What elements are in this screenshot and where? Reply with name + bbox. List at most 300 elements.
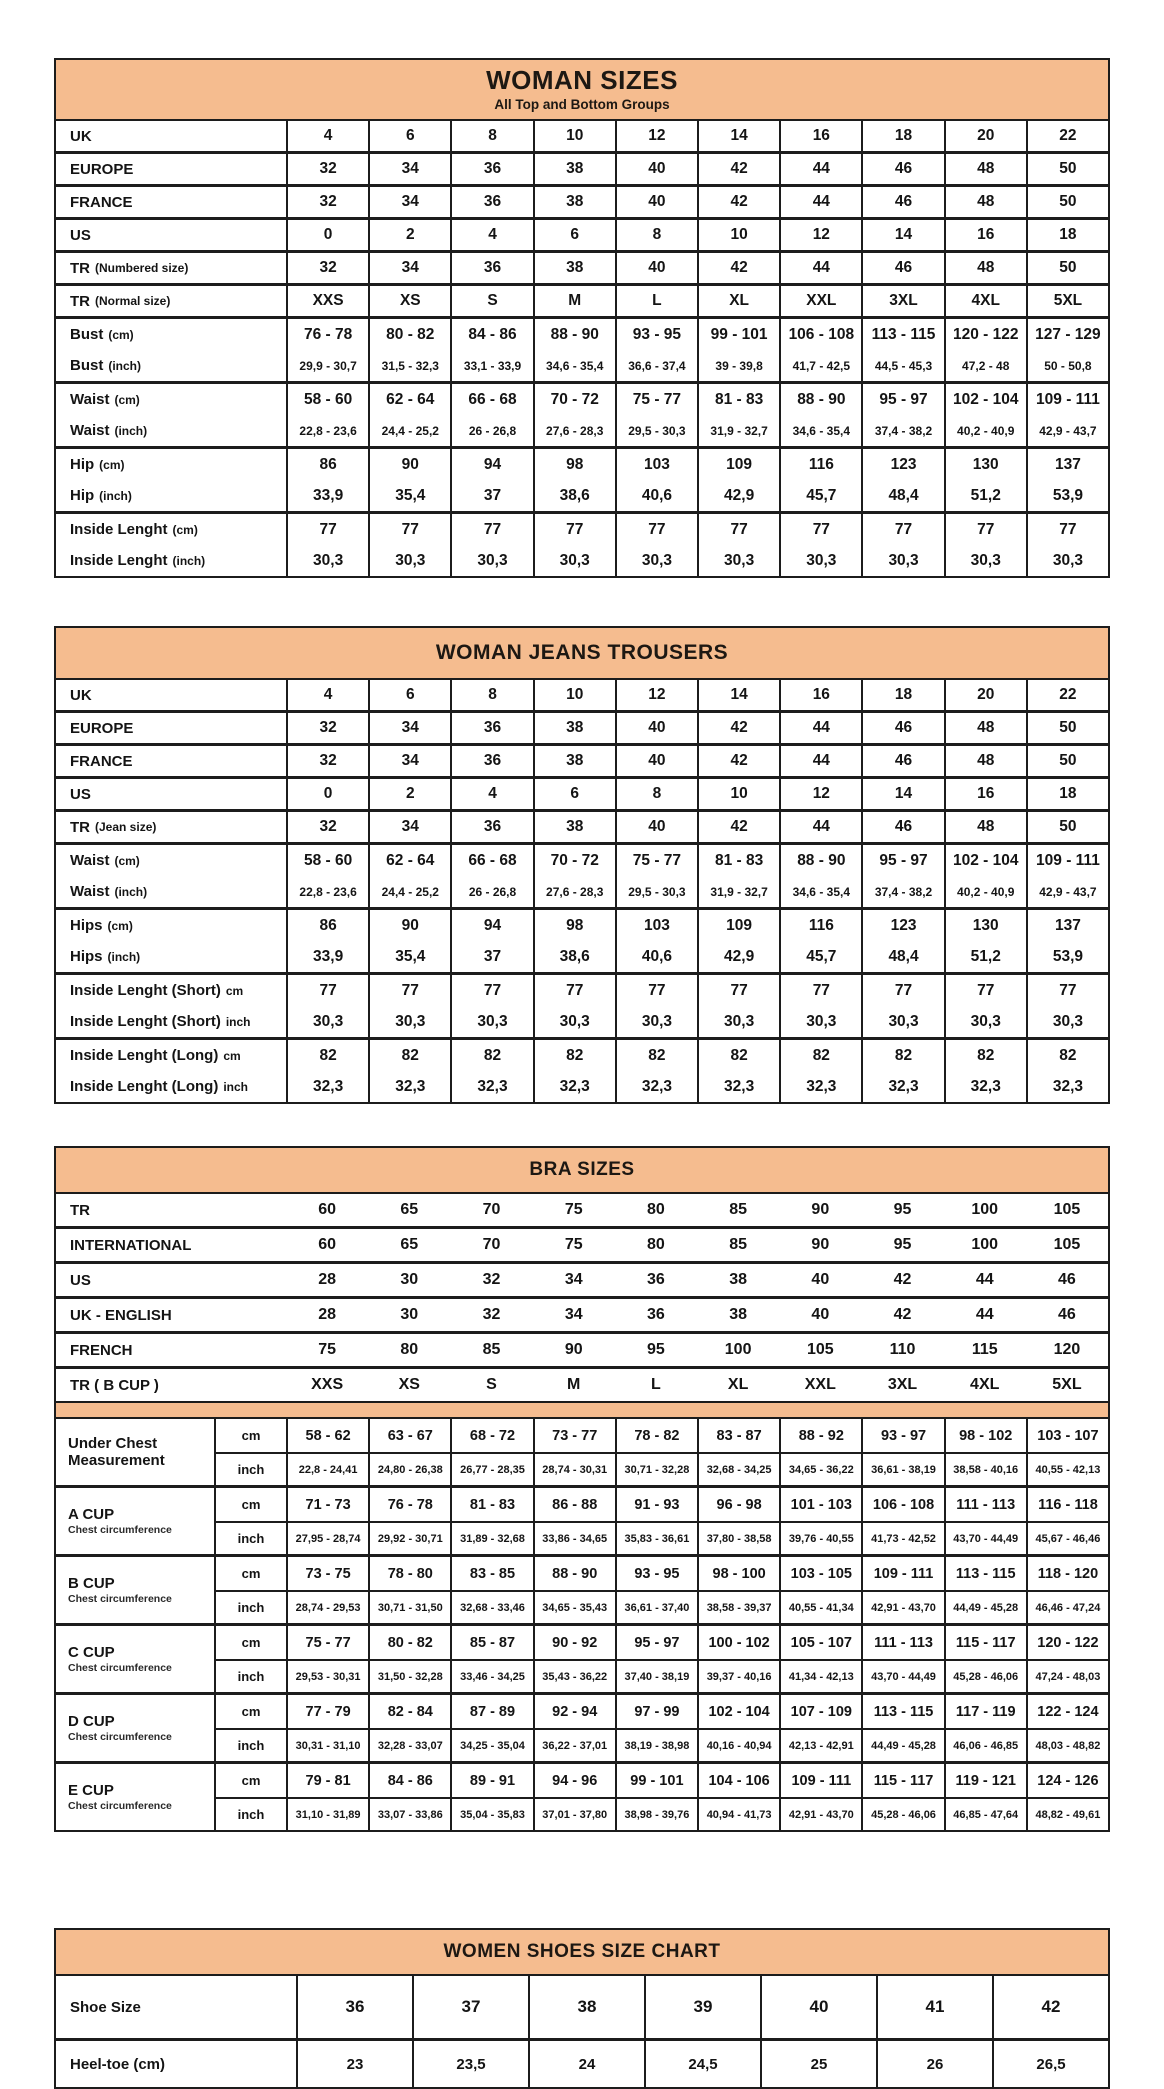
size-cell: 50	[1026, 154, 1108, 184]
size-cell: 10	[697, 220, 779, 250]
unit-cell: inch	[237, 1600, 265, 1615]
size-cell: 70 - 72	[533, 384, 615, 415]
size-cell: 92 - 94	[533, 1695, 615, 1728]
size-cell: 30,3	[450, 1006, 532, 1037]
size-cell: 36	[450, 154, 532, 184]
size-cell: 50	[1026, 713, 1108, 743]
size-cell: 32,3	[615, 1071, 697, 1102]
size-cell: 16	[944, 779, 1026, 809]
row-label-text: UK	[70, 686, 92, 704]
size-cell: 36	[450, 713, 532, 743]
size-cell: 23	[296, 2041, 412, 2087]
table-row	[216, 1419, 1108, 1452]
row-label	[56, 319, 286, 350]
size-cell: 32,3	[861, 1071, 943, 1102]
size-cell: 5XL	[1052, 1376, 1082, 1393]
size-cell: 40	[615, 746, 697, 776]
size-cell: 30,3	[1026, 1006, 1108, 1037]
size-cell: 38,58 - 39,37	[697, 1592, 779, 1623]
size-cell: 95	[893, 1201, 912, 1218]
table-row	[216, 1764, 1108, 1797]
row-label-unit: inch	[223, 1079, 248, 1094]
size-cell: 30,3	[450, 545, 532, 576]
size-cell: 30,3	[368, 1006, 450, 1037]
shoes-size-title: WOMEN SHOES SIZE CHART	[443, 1941, 721, 1962]
size-cell: 98	[533, 449, 615, 480]
size-cell: 48,4	[861, 941, 943, 972]
size-cell: 42	[893, 1306, 912, 1323]
size-cell: 38,98 - 39,76	[615, 1799, 697, 1830]
size-cell: 26 - 26,8	[450, 876, 532, 907]
size-cell: 58 - 62	[286, 1419, 368, 1452]
size-cell: 94	[450, 910, 532, 941]
row-label-text: EUROPE	[70, 719, 134, 737]
size-cell: 88 - 90	[779, 845, 861, 876]
size-cell: 34	[368, 812, 450, 842]
cup-group	[56, 1764, 1108, 1830]
size-cell: 45,28 - 46,06	[944, 1661, 1026, 1692]
size-cell: 42,9	[697, 480, 779, 511]
table-row	[216, 1557, 1108, 1590]
size-cell: 130	[944, 449, 1026, 480]
size-cell: 44	[779, 253, 861, 283]
size-cell: 4XL	[944, 286, 1026, 316]
size-cell: 4	[286, 680, 368, 710]
size-cell: 98 - 102	[944, 1419, 1026, 1452]
row-label	[56, 415, 286, 446]
row-label-text: Hip	[70, 456, 95, 473]
size-cell: 6	[368, 121, 450, 151]
size-cell: 5XL	[1026, 286, 1108, 316]
size-cell: 32,3	[944, 1071, 1026, 1102]
size-cell: 30,3	[286, 1006, 368, 1037]
table-row	[56, 812, 1108, 842]
size-cell: XXS	[286, 286, 368, 316]
row-label-unit: inch	[225, 1014, 251, 1029]
size-cell: 90 - 92	[533, 1626, 615, 1659]
row-label-text: FRENCH	[70, 1341, 133, 1359]
size-cell: 48	[944, 812, 1026, 842]
cup-name: D CUP	[68, 1712, 115, 1730]
size-cell: 44	[779, 187, 861, 217]
size-cell: 80 - 82	[368, 319, 450, 350]
row-label-text: Waist	[70, 883, 110, 900]
size-cell: 73 - 77	[533, 1419, 615, 1452]
size-cell: 78 - 80	[368, 1557, 450, 1590]
size-cell: 38,6	[533, 941, 615, 972]
size-cell: 32,3	[1026, 1071, 1108, 1102]
size-cell: 30,31 - 31,10	[286, 1730, 368, 1761]
size-cell: 34,6 - 35,4	[533, 350, 615, 381]
size-cell: 77	[615, 514, 697, 545]
size-cell: 82	[779, 1040, 861, 1071]
size-cell: 62 - 64	[368, 845, 450, 876]
size-cell: 42	[697, 812, 779, 842]
row-label-unit: (cm)	[172, 522, 198, 537]
size-cell: 2	[368, 779, 450, 809]
size-cell: 120 - 122	[944, 319, 1026, 350]
size-cell: 24,4 - 25,2	[368, 415, 450, 446]
size-cell: 77	[286, 514, 368, 545]
size-cell: 37,40 - 38,19	[615, 1661, 697, 1692]
size-cell: 109	[697, 910, 779, 941]
size-cell: 77	[286, 975, 368, 1006]
row-label-text: TR	[70, 259, 90, 277]
row-label	[56, 1194, 286, 1226]
row-label-unit: (Normal size)	[95, 294, 171, 308]
size-cell: 40,6	[615, 941, 697, 972]
size-cell: XXS	[311, 1376, 344, 1393]
shoes-size-table	[54, 1928, 1110, 2089]
size-cell: 10	[533, 121, 615, 151]
size-cell: 40,94 - 41,73	[697, 1799, 779, 1830]
size-cell: 77 - 79	[286, 1695, 368, 1728]
size-cell: 42,91 - 43,70	[861, 1592, 943, 1623]
size-cell: 95 - 97	[861, 845, 943, 876]
size-cell: 48	[944, 187, 1026, 217]
table-row	[56, 121, 1108, 151]
cup-sublabel: Chest circumference	[68, 1731, 172, 1744]
size-cell: 12	[615, 121, 697, 151]
size-cell: 32,3	[368, 1071, 450, 1102]
size-cell: 82	[944, 1040, 1026, 1071]
size-cell: 32,3	[779, 1071, 861, 1102]
size-cell: 33,9	[286, 941, 368, 972]
size-cell: 85	[482, 1341, 501, 1358]
size-cell: 60	[318, 1201, 336, 1218]
size-cell: 75	[318, 1341, 336, 1358]
size-cell: 77	[615, 975, 697, 1006]
row-label-text: INTERNATIONAL	[70, 1236, 192, 1254]
size-cell: 120 - 122	[1026, 1626, 1108, 1659]
table-row	[56, 2041, 1108, 2087]
size-cell: 24,5	[644, 2041, 760, 2087]
row-label	[56, 384, 286, 415]
size-cell: 18	[861, 680, 943, 710]
size-cell: 3XL	[887, 1376, 918, 1393]
size-cell: 51,2	[944, 480, 1026, 511]
row-label	[56, 1299, 286, 1331]
size-cell: 53,9	[1026, 941, 1108, 972]
size-cell: 75 - 77	[615, 845, 697, 876]
row-label-unit: (inch)	[108, 358, 142, 373]
size-cell: 24,4 - 25,2	[368, 876, 450, 907]
size-cell: 41	[876, 1976, 992, 2038]
size-cell: 28,74 - 29,53	[286, 1592, 368, 1623]
size-cell: 39 - 39,8	[697, 350, 779, 381]
size-cell: 32	[286, 187, 368, 217]
cup-name: B CUP	[68, 1574, 115, 1592]
size-cell: 4XL	[970, 1376, 1000, 1393]
size-cell: 117 - 119	[944, 1695, 1026, 1728]
size-cell: 31,9 - 32,7	[697, 876, 779, 907]
size-cell: 80	[647, 1201, 665, 1218]
row-label-text: TR	[70, 818, 90, 836]
cup-grid	[214, 1557, 1108, 1623]
size-cell: 37	[450, 480, 532, 511]
table-section	[56, 121, 1108, 154]
cup-grid	[214, 1488, 1108, 1554]
size-cell: 90	[368, 449, 450, 480]
size-cell: 39,37 - 40,16	[697, 1661, 779, 1692]
row-label-unit: (inch)	[99, 488, 132, 503]
size-cell: 77	[697, 514, 779, 545]
table-row	[56, 1229, 1108, 1261]
size-cell: 22,8 - 23,6	[286, 876, 368, 907]
size-cell: 86	[286, 910, 368, 941]
table-section	[56, 514, 1108, 576]
size-cell: 109 - 111	[1026, 845, 1108, 876]
size-cell: 30,3	[615, 1006, 697, 1037]
size-cell: 36	[647, 1271, 665, 1288]
table-row	[56, 384, 1108, 415]
size-cell: 47,2 - 48	[944, 350, 1026, 381]
size-cell: 81 - 83	[450, 1488, 532, 1521]
bra-sizes-title: BRA SIZES	[529, 1159, 635, 1180]
cup-group	[56, 1419, 1108, 1488]
size-cell: 50	[1026, 812, 1108, 842]
size-cell: 30,3	[944, 545, 1026, 576]
size-cell: 123	[861, 449, 943, 480]
table-row	[56, 1040, 1108, 1071]
size-cell: 40	[760, 1976, 876, 2038]
size-cell: 60	[318, 1236, 336, 1253]
size-cell: 110	[889, 1341, 916, 1358]
cup-grid	[214, 1695, 1108, 1761]
table-row	[56, 1369, 1108, 1401]
row-label-text: US	[70, 226, 91, 244]
size-cell: 38	[533, 812, 615, 842]
row-label	[56, 746, 286, 776]
size-cell: 30,3	[368, 545, 450, 576]
size-cell: 105	[1053, 1236, 1081, 1253]
size-cell: 37	[450, 941, 532, 972]
size-cell: 32,3	[450, 1071, 532, 1102]
cup-group	[56, 1695, 1108, 1764]
row-label-unit: (inch)	[114, 423, 148, 438]
row-label-text: Bust	[70, 326, 104, 343]
size-cell: 88 - 90	[533, 319, 615, 350]
size-cell: 14	[861, 220, 943, 250]
cup-label	[56, 1557, 214, 1623]
row-label-unit: cm	[223, 1048, 241, 1063]
table-row	[216, 1590, 1108, 1623]
size-cell: 35,43 - 36,22	[533, 1661, 615, 1692]
cup-name: Under Chest Measurement	[68, 1434, 165, 1469]
row-label	[56, 1369, 286, 1401]
size-cell: 30,3	[779, 1006, 861, 1037]
size-cell: 77	[368, 514, 450, 545]
size-cell: 101 - 103	[779, 1488, 861, 1521]
size-cell: 85	[729, 1236, 748, 1253]
table-row	[56, 514, 1108, 545]
size-cell: 29,92 - 30,71	[368, 1523, 450, 1554]
size-cell: 130	[944, 910, 1026, 941]
size-cell: 82	[450, 1040, 532, 1071]
size-cell: 42,9 - 43,7	[1026, 876, 1108, 907]
size-cell: 40	[811, 1271, 830, 1288]
table-row	[56, 876, 1108, 907]
size-cell: 36	[450, 187, 532, 217]
unit-cell: cm	[241, 1773, 261, 1788]
size-cell: 38,19 - 38,98	[615, 1730, 697, 1761]
size-cell: 42,9 - 43,7	[1026, 415, 1108, 446]
row-label-unit: (inch)	[172, 553, 206, 568]
size-cell: 88 - 92	[779, 1419, 861, 1452]
size-cell: 32,28 - 33,07	[368, 1730, 450, 1761]
size-cell: 31,9 - 32,7	[697, 415, 779, 446]
size-cell: 26	[876, 2041, 992, 2087]
size-cell: 50	[1026, 187, 1108, 217]
size-cell: 30,3	[779, 545, 861, 576]
table-section	[56, 845, 1108, 910]
size-cell: 28	[318, 1271, 336, 1288]
size-cell: XS	[398, 1376, 420, 1393]
size-cell: 35,4	[368, 941, 450, 972]
size-cell: 40,55 - 42,13	[1026, 1454, 1108, 1485]
row-label	[56, 1976, 296, 2038]
size-cell: 103	[615, 910, 697, 941]
size-cell: 38	[533, 154, 615, 184]
row-label	[56, 2041, 296, 2087]
size-cell: 88 - 90	[779, 384, 861, 415]
size-cell: 34	[368, 187, 450, 217]
size-cell: 86	[286, 449, 368, 480]
size-cell: 14	[697, 121, 779, 151]
size-cell: 31,50 - 32,28	[368, 1661, 450, 1692]
size-cell: 94 - 96	[533, 1764, 615, 1797]
size-cell: 109	[697, 449, 779, 480]
size-cell: 10	[533, 680, 615, 710]
jeans-trousers-body	[56, 680, 1108, 1102]
size-cell: 37,01 - 37,80	[533, 1799, 615, 1830]
size-cell: 80 - 82	[368, 1626, 450, 1659]
row-label	[56, 1229, 286, 1261]
size-cell: 40	[811, 1306, 830, 1323]
row-label	[56, 449, 286, 480]
unit-cell: cm	[241, 1704, 261, 1719]
size-cell: 87 - 89	[450, 1695, 532, 1728]
size-cell: 30,3	[615, 545, 697, 576]
table-section	[56, 1264, 1108, 1299]
size-cell: 51,2	[944, 941, 1026, 972]
row-label	[56, 514, 286, 545]
size-cell: 70	[482, 1236, 501, 1253]
size-cell: 46	[1058, 1306, 1076, 1323]
size-cell: 113 - 115	[861, 319, 943, 350]
row-label	[56, 876, 286, 907]
table-section	[56, 779, 1108, 812]
size-cell: 96 - 98	[697, 1488, 779, 1521]
size-cell: 137	[1026, 910, 1108, 941]
row-label	[56, 1040, 286, 1071]
unit-cell: inch	[237, 1462, 265, 1477]
size-cell: L	[615, 286, 697, 316]
row-label-text: Shoe Size	[70, 1998, 141, 2016]
size-cell: 33,46 - 34,25	[450, 1661, 532, 1692]
row-label-text: Hips	[70, 917, 103, 934]
table-section	[56, 220, 1108, 253]
size-cell: 82	[697, 1040, 779, 1071]
size-cell: 34	[368, 713, 450, 743]
table-section	[56, 1194, 1108, 1229]
table-row	[56, 449, 1108, 480]
size-cell: 8	[615, 779, 697, 809]
size-cell: 58 - 60	[286, 845, 368, 876]
row-label	[56, 975, 286, 1006]
size-cell: 44	[779, 154, 861, 184]
size-cell: 48	[944, 154, 1026, 184]
size-cell: 50 - 50,8	[1026, 350, 1108, 381]
size-cell: 91 - 93	[615, 1488, 697, 1521]
woman-sizes-subtitle: All Top and Bottom Groups	[494, 97, 670, 112]
size-cell: 116 - 118	[1026, 1488, 1108, 1521]
table-section	[56, 1334, 1108, 1369]
size-cell: 70	[482, 1201, 501, 1218]
row-label-text: TR	[70, 292, 90, 310]
row-label-unit: (cm)	[114, 392, 140, 407]
size-cell: 66 - 68	[450, 845, 532, 876]
size-cell: 113 - 115	[861, 1695, 943, 1728]
size-cell: 2	[368, 220, 450, 250]
size-cell: 31,5 - 32,3	[368, 350, 450, 381]
size-cell: 30,3	[286, 545, 368, 576]
size-cell: 106 - 108	[861, 1488, 943, 1521]
size-cell: 90	[368, 910, 450, 941]
size-cell: 77	[861, 514, 943, 545]
size-cell: 127 - 129	[1026, 319, 1108, 350]
size-cell: 40,2 - 40,9	[944, 415, 1026, 446]
table-section	[56, 975, 1108, 1040]
size-cell: 105	[1053, 1201, 1081, 1218]
row-label-text: Heel-toe (cm)	[70, 2055, 166, 2073]
row-label	[56, 350, 286, 381]
row-label	[56, 286, 286, 316]
size-cell: 95 - 97	[861, 384, 943, 415]
size-cell: 120	[1053, 1341, 1081, 1358]
table-row	[56, 713, 1108, 743]
size-cell: 30,3	[1026, 545, 1108, 576]
table-row	[56, 1194, 1108, 1226]
size-cell: 22	[1026, 680, 1108, 710]
size-cell: 46,46 - 47,24	[1026, 1592, 1108, 1623]
row-label	[56, 187, 286, 217]
size-cell: 48	[944, 253, 1026, 283]
size-cell: 22	[1026, 121, 1108, 151]
size-cell: 32,68 - 34,25	[697, 1454, 779, 1485]
size-cell: 24,80 - 26,38	[368, 1454, 450, 1485]
size-cell: 44,5 - 45,3	[861, 350, 943, 381]
row-label-unit: (Numbered size)	[95, 261, 189, 275]
size-cell: 40	[615, 154, 697, 184]
table-row	[216, 1695, 1108, 1728]
size-cell: L	[651, 1376, 661, 1393]
size-cell: 16	[779, 121, 861, 151]
size-cell: 65	[400, 1236, 419, 1253]
size-cell: 109 - 111	[861, 1557, 943, 1590]
size-cell: 28	[318, 1306, 336, 1323]
size-cell: 44	[779, 812, 861, 842]
size-cell: 42	[697, 154, 779, 184]
size-cell: 46	[861, 253, 943, 283]
cup-name: C CUP	[68, 1643, 115, 1661]
size-cell: 42	[697, 187, 779, 217]
size-cell: 103	[615, 449, 697, 480]
size-cell: 24	[528, 2041, 644, 2087]
table-section	[56, 746, 1108, 779]
row-label-unit: cm	[225, 983, 244, 998]
cup-name: E CUP	[68, 1781, 114, 1799]
